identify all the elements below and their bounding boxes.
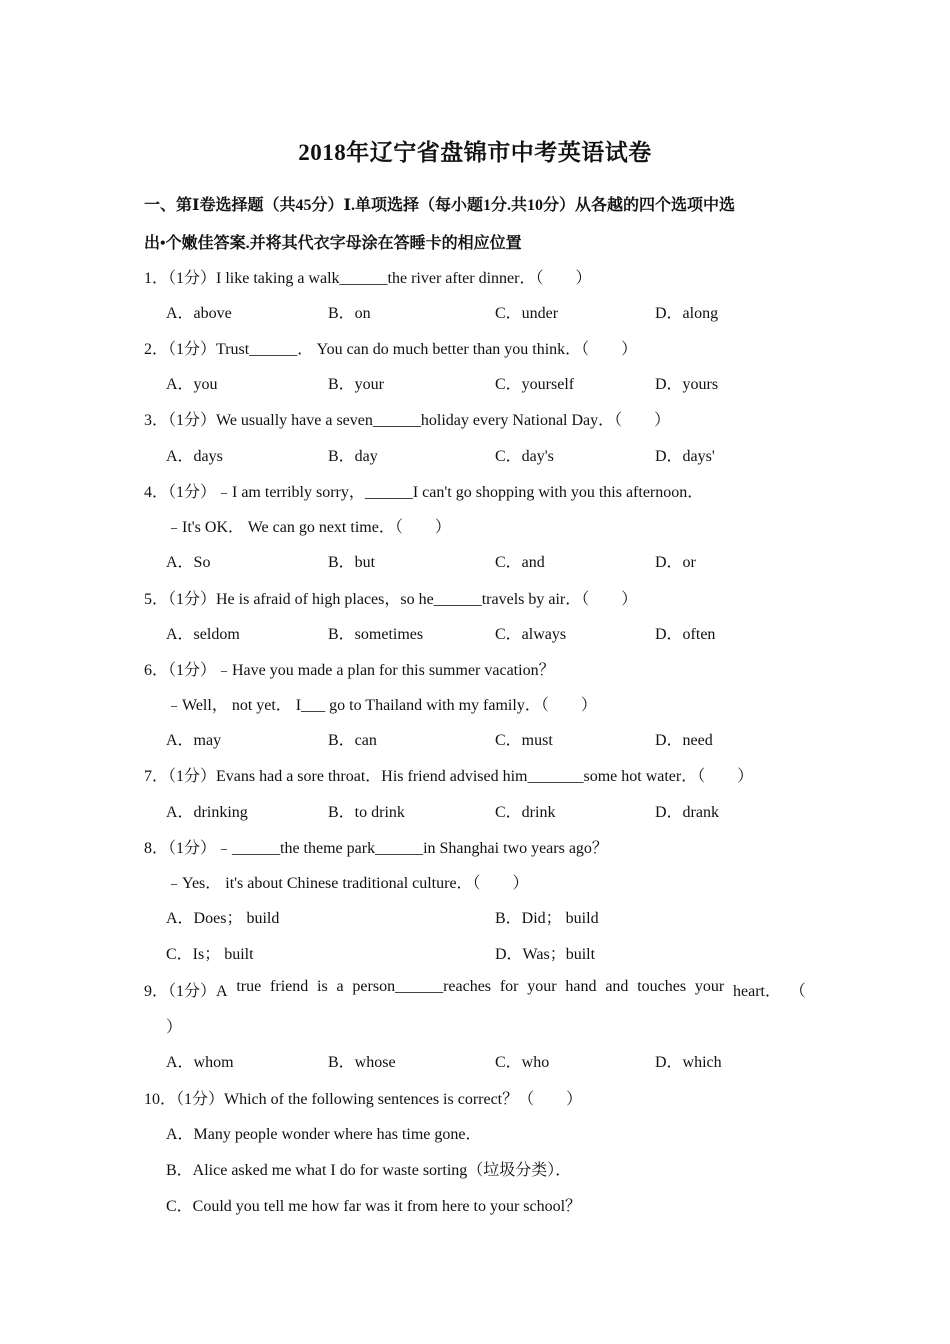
q2-option-a[interactable]: A．you: [166, 376, 218, 393]
q4-option-d[interactable]: D．or: [655, 554, 696, 571]
q9-word: your: [527, 978, 557, 995]
question-6: 6．（1分）﹣Have you made a plan for this summer vacation？: [144, 662, 555, 679]
q9-word: for: [499, 978, 519, 995]
section-instruction-line-2: 出•个嫩佳答案.并将其代衣字母涂在答睡卡的相应位置: [144, 235, 522, 252]
q7-option-d[interactable]: D．drank: [655, 804, 719, 821]
q5-option-a[interactable]: A．seldom: [166, 626, 240, 643]
question-9-continuation: ）: [166, 1019, 183, 1036]
q4-option-b[interactable]: B．but: [328, 554, 376, 571]
q9-word: a: [336, 978, 344, 995]
q9-word: is: [317, 978, 328, 995]
q2-option-d[interactable]: D．yours: [655, 376, 719, 393]
q2-option-c[interactable]: C．yourself: [495, 376, 575, 393]
q3-option-b[interactable]: B．day: [328, 448, 378, 465]
q10-option-c[interactable]: C．Could you tell me how far was it from here to your school？: [166, 1198, 582, 1215]
q3-option-c[interactable]: C．day's: [495, 448, 554, 465]
q3-option-d[interactable]: D．days': [655, 448, 715, 465]
page-title: 2018年辽宁省盘锦市中考英语试卷: [298, 140, 652, 165]
q9-option-c[interactable]: C．who: [495, 1054, 550, 1071]
question-4: 4．（1分）﹣I am terribly sorry，______I can't go shopping with you this afternoon．: [144, 484, 704, 501]
q5-option-b[interactable]: B．sometimes: [328, 626, 424, 643]
question-7: 7．（1分）Evans had a sore throat．His friend advised him_______some hot water．（ ）: [144, 768, 754, 785]
q9-word: true: [236, 978, 262, 995]
q2-option-b[interactable]: B．your: [328, 376, 385, 393]
question-2: 2．（1分）Trust______． You can do much better than you think．（ ）: [144, 341, 638, 358]
question-8-continuation: ﹣Yes． it's about Chinese traditional culture．（ ）: [166, 875, 529, 892]
q1-option-a[interactable]: A．above: [166, 305, 232, 322]
q4-option-a[interactable]: A．So: [166, 554, 211, 571]
q5-option-c[interactable]: C．always: [495, 626, 567, 643]
question-1: 1．（1分）I like taking a walk______the river after dinner．（ ）: [144, 270, 592, 287]
q8-option-b[interactable]: B．Did； build: [495, 910, 599, 927]
q9-word: person______reaches: [352, 978, 492, 995]
q8-option-d[interactable]: D．Was；built: [495, 946, 596, 963]
question-3: 3．（1分）We usually have a seven______holiday every National Day．（ ）: [144, 412, 671, 429]
question-9: [144, 978, 806, 1001]
question-8: 8．（1分）﹣______the theme park______in Shanghai two years ago？: [144, 840, 608, 857]
question-5: 5．（1分）He is afraid of high places，so he______travels by air．（ ）: [144, 591, 638, 608]
question-6-continuation: ﹣Well， not yet． I___ go to Thailand with my family．（ ）: [166, 697, 597, 714]
question-10: 10．（1分）Which of the following sentences is correct？（ ）: [144, 1091, 583, 1108]
q4-option-c[interactable]: C．and: [495, 554, 545, 571]
q9-word: touches: [637, 978, 687, 995]
question-4-continuation: ﹣It's OK． We can go next time．（ ）: [166, 519, 451, 536]
q1-option-d[interactable]: D．along: [655, 305, 719, 322]
q9-word: and: [605, 978, 629, 995]
q10-option-b[interactable]: B．Alice asked me what I do for waste sorting（垃圾分类）．: [166, 1162, 572, 1179]
q5-option-d[interactable]: D．often: [655, 626, 716, 643]
q8-option-c[interactable]: C．Is； built: [166, 946, 254, 963]
q9-option-d[interactable]: D．which: [655, 1054, 722, 1071]
q6-option-d[interactable]: D．need: [655, 732, 713, 749]
q1-option-b[interactable]: B．on: [328, 305, 371, 322]
q10-option-a[interactable]: A．Many people wonder where has time gone．: [166, 1126, 482, 1143]
q3-option-a[interactable]: A．days: [166, 448, 223, 465]
q6-option-a[interactable]: A．may: [166, 732, 222, 749]
q9-word: hand: [565, 978, 597, 995]
q9-word: （: [789, 983, 806, 1000]
q7-option-b[interactable]: B．to drink: [328, 804, 405, 821]
q7-option-a[interactable]: A．drinking: [166, 804, 248, 821]
q7-option-c[interactable]: C．drink: [495, 804, 556, 821]
q9-word: your: [694, 978, 725, 995]
q9-word: friend: [270, 978, 309, 995]
q9-word: heart．: [733, 983, 781, 1000]
q9-option-b[interactable]: B．whose: [328, 1054, 396, 1071]
q6-option-b[interactable]: B．can: [328, 732, 377, 749]
q9-option-a[interactable]: A．whom: [166, 1054, 234, 1071]
section-instruction-line-1: 一、第Ⅰ卷选择题（共45分）Ⅰ.单项选择（每小题1分.共10分）从各越的四个选项中选: [144, 197, 735, 214]
q9-word: 9．（1分）A: [144, 983, 228, 1000]
q6-option-c[interactable]: C．must: [495, 732, 553, 749]
q8-option-a[interactable]: A．Does； build: [166, 910, 280, 927]
q1-option-c[interactable]: C．under: [495, 305, 559, 322]
